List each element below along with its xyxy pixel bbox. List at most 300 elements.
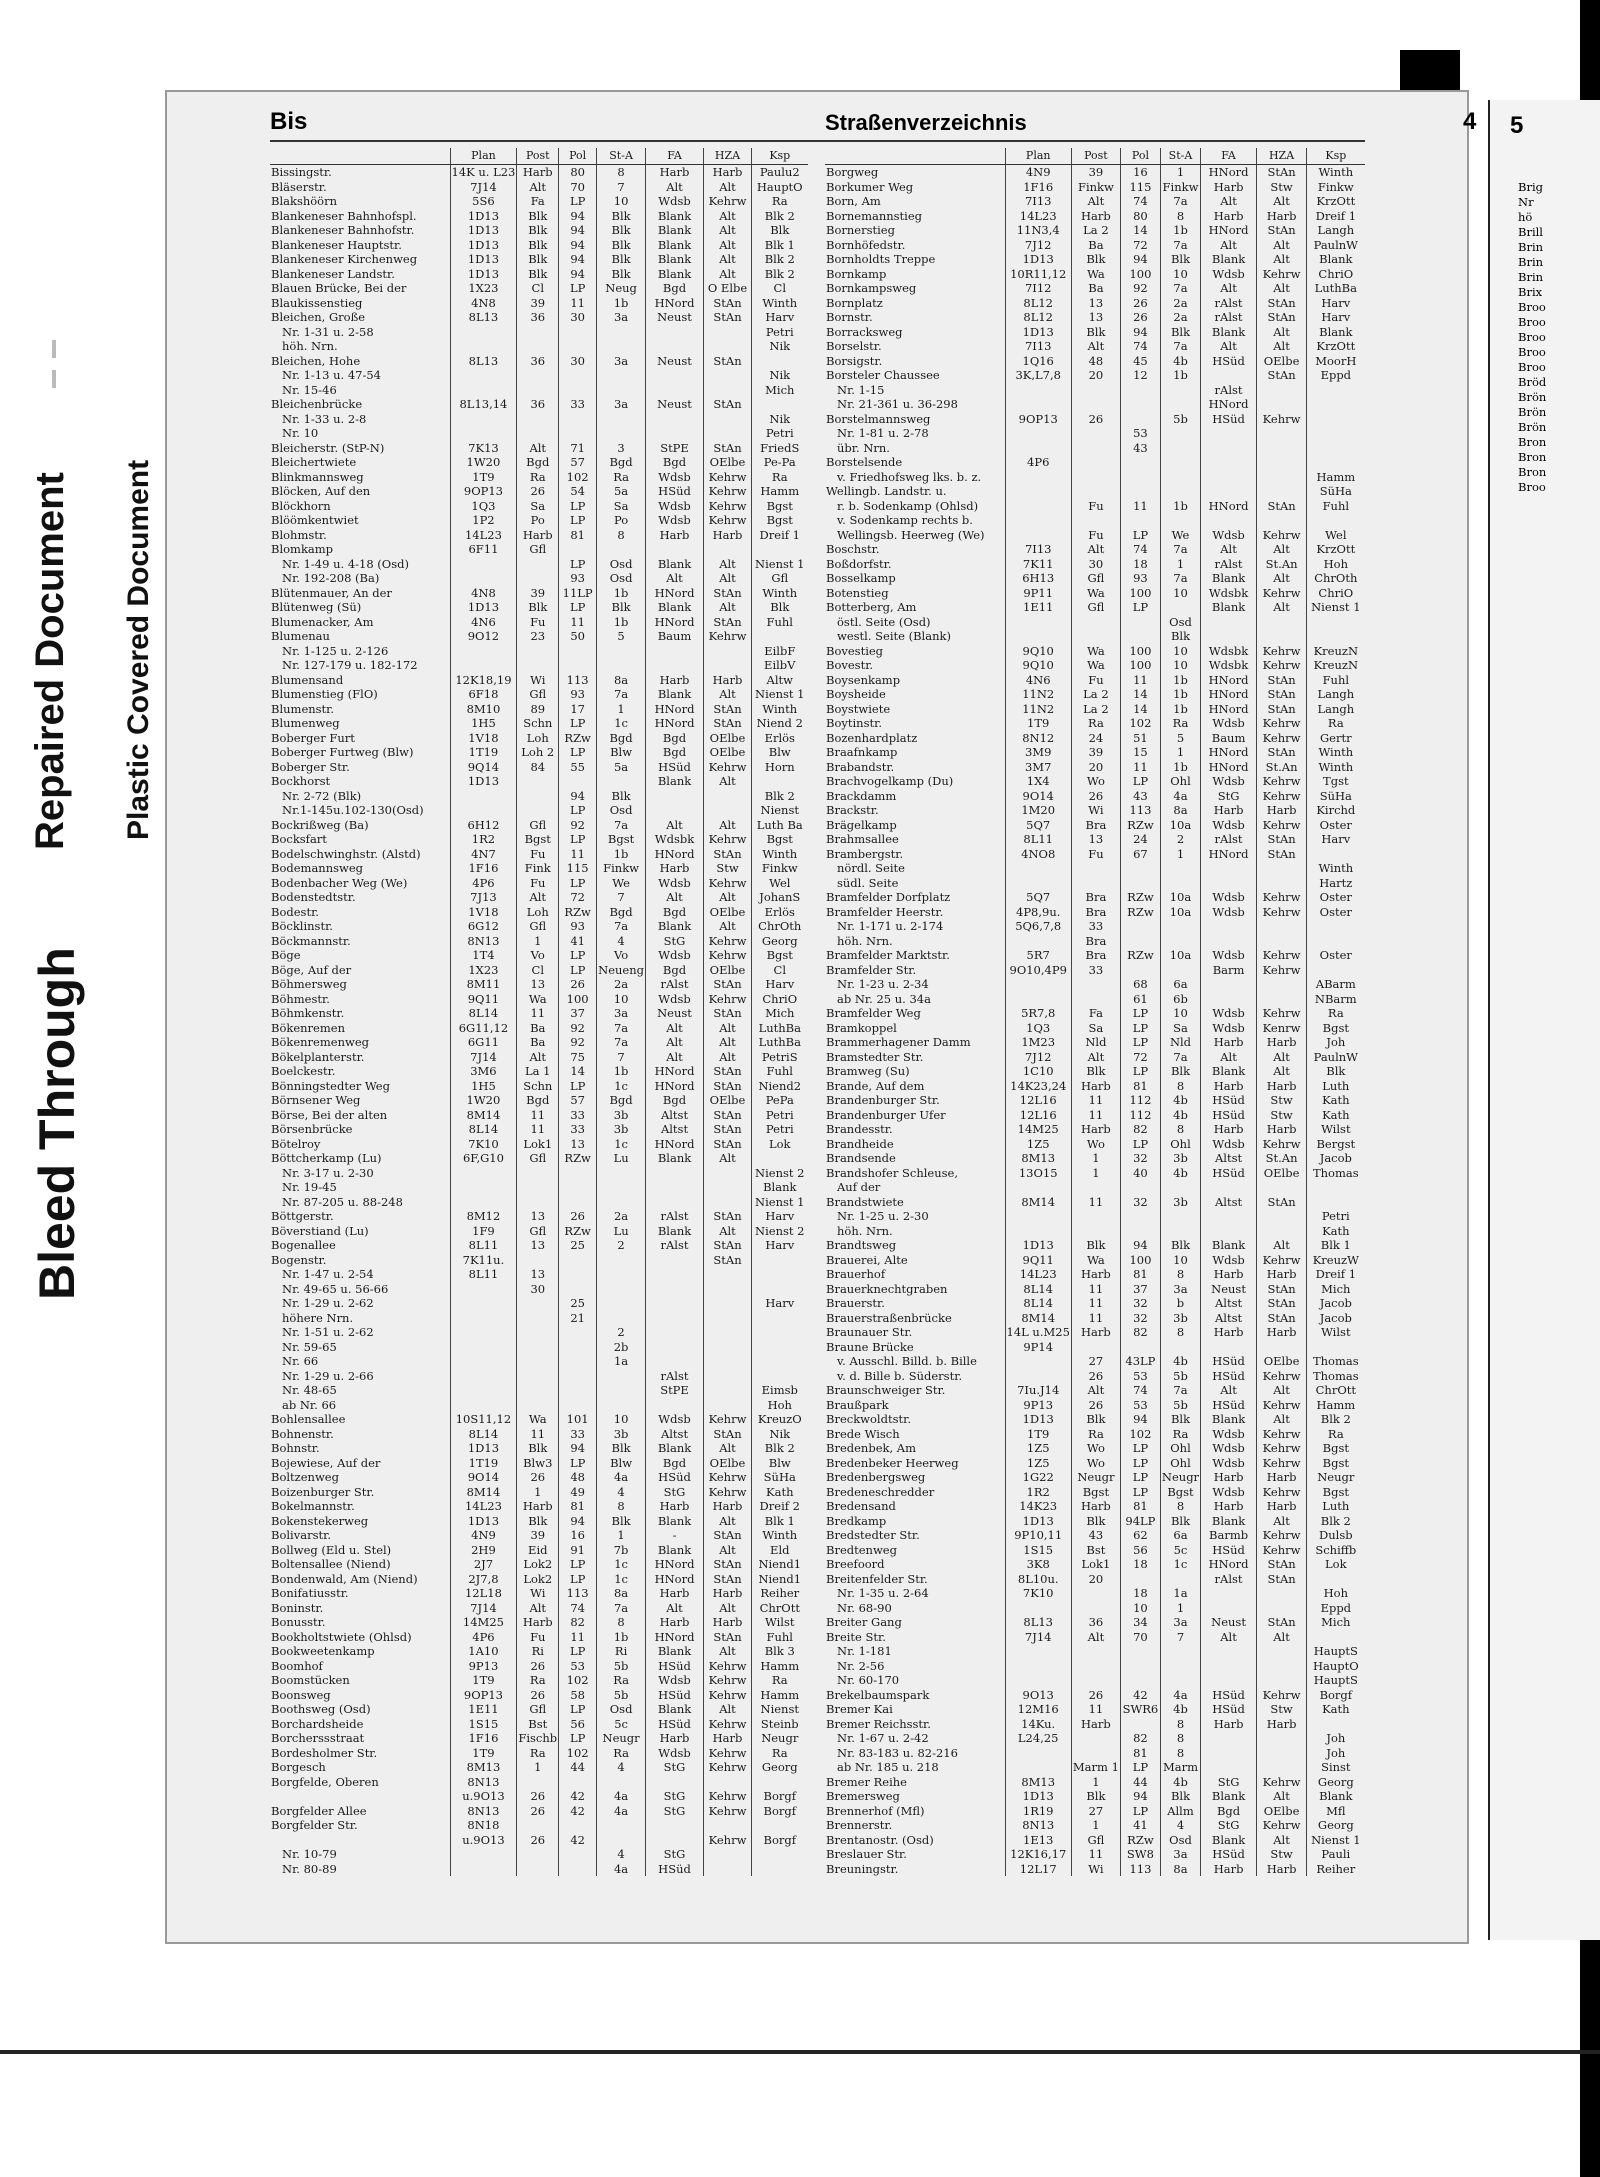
table-cell: 4a [1160,789,1200,804]
table-cell [1071,1746,1120,1761]
table-cell [704,1166,752,1181]
table-cell: Wa [1071,267,1120,282]
street-name: Bläserstr. [271,179,327,194]
table-cell: Nienst 1 [752,1195,808,1210]
table-cell: 5b [1160,1398,1200,1413]
table-cell: Harb [1071,209,1120,224]
table-cell: Wo [1071,1441,1120,1456]
table-cell [597,1180,646,1195]
header-range: Bis [270,108,308,135]
table-cell: LP [559,1644,597,1659]
table-cell: Wdsb [1201,1253,1257,1268]
table-row [825,1775,1365,1790]
table-cell: StG [646,1760,704,1775]
table-cell: EilbV [752,658,808,673]
table-cell: Alt [704,1543,752,1558]
table-cell: StAn [1257,1195,1307,1210]
table-cell [1307,1180,1365,1195]
street-name: Bojewiese, Auf der [271,1455,381,1470]
table-cell: 1 [1160,165,1200,180]
table-row [825,1630,1365,1645]
table-cell: 33 [559,1427,597,1442]
table-cell [517,325,559,340]
table-cell: 80 [1120,209,1160,224]
table-cell: StAn [1257,368,1307,383]
table-cell [1120,963,1160,978]
table-cell [752,774,808,789]
table-cell: 8L13 [450,354,517,369]
table-cell: MoorH [1307,354,1365,369]
table-cell [1120,1572,1160,1587]
table-cell: Georg [752,934,808,949]
table-cell: Alt [704,818,752,833]
table-cell: OElbe [704,455,752,470]
table-cell [559,542,597,557]
table-cell: 93 [559,687,597,702]
table-cell [597,1166,646,1181]
table-cell [1257,513,1307,528]
table-cell: StG [646,1485,704,1500]
table-cell: Wdsb [1201,905,1257,920]
table-cell: Bgd [517,1093,559,1108]
table-cell: Harb [1201,1862,1257,1877]
table-cell: Winth [752,847,808,862]
table-cell: LP [559,716,597,731]
table-cell: Harb [704,165,752,180]
table-cell: rAlst [1201,383,1257,398]
table-cell [704,542,752,557]
table-cell: Alt [704,1151,752,1166]
table-cell: rAlst [1201,832,1257,847]
table-cell [704,1862,752,1877]
table-row [270,760,808,775]
table-row [270,252,808,267]
table-row [825,194,1365,209]
table-cell: Harv [1307,296,1365,311]
table-cell [704,658,752,673]
table-cell: 70 [1120,1630,1160,1645]
table-cell: Harv [752,1209,808,1224]
table-cell: 112 [1120,1108,1160,1123]
table-cell: Harb [1257,209,1307,224]
table-cell: 21 [559,1311,597,1326]
table-cell [1120,470,1160,485]
table-cell: 8L12 [1005,296,1071,311]
table-cell: 9Q11 [1005,1253,1071,1268]
table-cell: StAn [704,1238,752,1253]
table-cell: 11 [559,1630,597,1645]
table-cell: 17 [559,702,597,717]
table-cell: 1D13 [1005,1412,1071,1427]
table-cell: Harb [1071,1122,1120,1137]
table-cell: 23 [517,629,559,644]
table-row [825,673,1365,688]
table-row [825,1485,1365,1500]
table-cell: Fu [1071,499,1120,514]
table-cell: Wdsbk [1201,658,1257,673]
table-cell [450,658,517,673]
table-cell: Bgd [1201,1804,1257,1819]
table-cell: Stw [1257,180,1307,195]
street-name: Bleichenbrücke [271,397,363,411]
table-cell: Cl [517,281,559,296]
table-row [825,397,1365,412]
table-cell [1307,615,1365,630]
table-cell: 12 [1120,368,1160,383]
table-cell [450,789,517,804]
table-cell: 26 [517,1470,559,1485]
table-cell: 7J12 [1005,238,1071,253]
table-cell: HSüd [646,760,704,775]
table-cell: Blk [597,238,646,253]
table-cell: 8 [1160,1499,1200,1514]
table-row [825,1862,1365,1877]
table-cell [597,1253,646,1268]
table-cell: Alt [1071,1050,1120,1065]
table-cell: 26 [1120,296,1160,311]
table-cell: Blk [1160,1789,1200,1804]
table-cell: Altst [1201,1195,1257,1210]
table-cell: Osd [597,571,646,586]
column-header: St-A [597,148,646,165]
table-cell: 1c [1160,1557,1200,1572]
table-cell: 36 [1071,1615,1120,1630]
table-cell: Harb [1071,1499,1120,1514]
table-cell: Blk 2 [1307,1412,1365,1427]
table-cell [517,412,559,427]
table-cell: Bra [1071,905,1120,920]
table-cell: u.9O13 [450,1833,517,1848]
table-cell [559,325,597,340]
table-cell: StAn [704,1528,752,1543]
table-row [270,1789,808,1804]
table-cell: 7 [1160,1630,1200,1645]
table-row [270,1006,808,1021]
street-name: Nr. 1-29 u. 2-66 [282,1368,374,1383]
table-cell: StAn [1257,673,1307,688]
table-cell: Blk [517,238,559,253]
table-cell: Ba [1071,281,1120,296]
table-cell: 68 [1120,977,1160,992]
table-cell: 1D13 [450,238,517,253]
table-cell: 92 [1120,281,1160,296]
table-row [825,745,1365,760]
table-cell: Vo [517,948,559,963]
table-cell: Fu [1071,528,1120,543]
table-cell [704,1354,752,1369]
table-cell: Ra [597,470,646,485]
table-cell [1071,615,1120,630]
table-cell: 8L13 [1005,1615,1071,1630]
street-name: Bönningstedter Weg [271,1078,390,1093]
table-cell: HSüd [1201,1543,1257,1558]
table-cell: 93 [559,571,597,586]
street-name: höh. Nrn. [837,1223,893,1238]
table-cell [1120,1224,1160,1239]
column-header: HZA [704,148,752,165]
table-cell: LP [559,1557,597,1572]
table-row [825,1760,1365,1775]
table-cell: 11 [517,1108,559,1123]
table-cell: Petri [752,325,808,340]
table-cell: Kehrw [704,948,752,963]
table-row [825,1325,1365,1340]
table-cell: 11LP [559,586,597,601]
table-row [270,383,808,398]
table-cell: Borgf [752,1789,808,1804]
table-cell: 112 [1120,1093,1160,1108]
table-cell: 5S6 [450,194,517,209]
table-cell: Luth Ba [752,818,808,833]
table-cell: ChriO [1307,267,1365,282]
table-cell: Alt [1201,194,1257,209]
table-cell: Kehrw [704,1717,752,1732]
table-cell: HauptS [1307,1644,1365,1659]
table-cell: Sa [1160,1021,1200,1036]
table-cell [450,426,517,441]
table-cell: Jacob [1307,1151,1365,1166]
street-name: Nr. 60-170 [837,1673,900,1687]
table-cell [1005,484,1071,499]
table-cell: 8M14 [450,1485,517,1500]
table-cell: ChrOth [752,919,808,934]
table-cell: 8 [597,528,646,543]
table-cell [1005,1180,1071,1195]
table-cell: 3a [597,354,646,369]
table-row [270,1470,808,1485]
table-cell: 44 [559,1760,597,1775]
table-row [270,1833,808,1848]
table-cell: Harb [704,1499,752,1514]
table-cell: Blank [646,223,704,238]
table-cell: 1 [597,1528,646,1543]
table-cell [597,426,646,441]
table-cell: Blk [517,209,559,224]
table-cell: Gfl [517,542,559,557]
table-cell: Harv [752,310,808,325]
table-row [270,281,808,296]
table-row [825,1050,1365,1065]
table-cell: Altst [1201,1311,1257,1326]
table-row [825,1267,1365,1282]
table-cell: StAn [1257,847,1307,862]
table-cell [1005,1601,1071,1616]
table-cell: Gfl [1071,600,1120,615]
table-cell: Kehrw [1257,818,1307,833]
table-cell: Gfl [1071,571,1120,586]
street-name: Bondenwald, Am (Niend) [271,1571,418,1586]
table-cell [517,1180,559,1195]
table-row [825,412,1365,427]
table-cell: Blank [1307,1789,1365,1804]
street-name: Nr. 1-171 u. 2-174 [837,919,944,933]
table-cell: LP [1120,774,1160,789]
table-cell: 100 [1120,658,1160,673]
table-cell: 8N13 [450,934,517,949]
table-cell: Blw [597,1456,646,1471]
table-row [270,774,808,789]
table-cell: HNord [1201,165,1257,180]
table-row [825,1528,1365,1543]
table-cell [1257,1209,1307,1224]
table-cell: Lok2 [517,1557,559,1572]
table-cell: 39 [1071,745,1120,760]
table-cell: 30 [1071,557,1120,572]
table-cell: 53 [1120,1398,1160,1413]
table-cell [752,1267,808,1282]
table-cell: 9O14 [1005,789,1071,804]
table-row [270,484,808,499]
table-cell: Harb [1201,1470,1257,1485]
table-cell [704,1282,752,1297]
table-cell [646,1267,704,1282]
table-cell: Ohl [1160,1441,1200,1456]
table-cell: 1b [1160,223,1200,238]
street-name: Bodestr. [271,904,319,919]
table-cell: Alt [646,1021,704,1036]
table-row [270,1746,808,1761]
table-cell: LP [1120,528,1160,543]
table-cell: 13 [517,977,559,992]
table-cell: 3a [1160,1847,1200,1862]
table-cell: Blank [646,687,704,702]
table-cell: Alt [704,600,752,615]
table-cell: StAn [704,1572,752,1587]
table-cell: LP [1120,1441,1160,1456]
table-cell: Harb [1201,209,1257,224]
table-cell: 45 [1120,354,1160,369]
table-cell: PetriS [752,1050,808,1065]
table-cell: Blank [646,252,704,267]
table-cell: Wi [517,1586,559,1601]
table-cell: EilbF [752,644,808,659]
table-cell [752,1282,808,1297]
table-cell [752,1775,808,1790]
table-cell: Allm [1160,1804,1200,1819]
table-cell: 8M10 [450,702,517,717]
table-cell: 1D13 [450,209,517,224]
table-cell: Osd [1160,615,1200,630]
table-cell: 1F9 [450,1224,517,1239]
table-cell: LP [559,600,597,615]
table-cell: Alt [646,1035,704,1050]
table-cell: StAn [704,1630,752,1645]
table-cell [752,1862,808,1877]
table-cell [517,1398,559,1413]
street-name: Brentanostr. (Osd) [826,1832,934,1847]
table-cell [752,1340,808,1355]
table-cell: Blk [1160,629,1200,644]
street-name: Borkumer Weg [826,179,914,194]
table-cell: Joh [1307,1746,1365,1761]
table-cell: KreuzN [1307,658,1365,673]
table-cell [517,1325,559,1340]
table-cell: 11 [1071,1282,1120,1297]
table-cell: 67 [1120,847,1160,862]
street-name: Brabandstr. [826,759,895,774]
table-row [825,1180,1365,1195]
street-name: Boberger Str. [271,759,350,774]
table-row [825,803,1365,818]
table-cell: 6F,G10 [450,1151,517,1166]
table-cell: Neust [646,397,704,412]
table-cell: HNord [1201,223,1257,238]
table-cell: 3a [1160,1615,1200,1630]
table-cell: 93 [1120,571,1160,586]
street-name: Born, Am [826,194,881,208]
table-row [270,992,808,1007]
next-page-fragment: Broo [1518,345,1546,359]
table-cell: 7a [1160,339,1200,354]
table-cell [1005,861,1071,876]
table-cell: 1T19 [450,745,517,760]
street-name: Botenstieg [826,585,889,600]
table-cell: 8 [1160,1122,1200,1137]
table-cell: Oster [1307,890,1365,905]
table-cell: Blk 2 [752,789,808,804]
table-cell: Ri [517,1644,559,1659]
table-cell: Marm 1 [1072,1760,1119,1774]
table-cell: 89 [517,702,559,717]
table-cell: RZw [1120,890,1160,905]
table-cell [704,383,752,398]
table-cell [1257,441,1307,456]
table-cell: Wdsb [646,1746,704,1761]
table-cell: Lok [752,1137,808,1152]
table-row [270,557,808,572]
table-cell: Bgst [1160,1485,1200,1500]
table-row [825,919,1365,934]
table-cell [1005,1659,1071,1674]
table-cell: Alt [1257,1238,1307,1253]
table-row [825,1731,1365,1746]
table-row [270,1804,808,1819]
table-row [270,586,808,601]
table-cell: Alt [517,180,559,195]
table-cell: Blank [646,238,704,253]
table-cell: LP [559,963,597,978]
table-cell: 43 [1071,1528,1120,1543]
table-cell: 3M7 [1005,760,1071,775]
table-cell: 9O13 [1005,1688,1071,1703]
table-cell: 4b [1160,1166,1200,1181]
table-cell: Alt [1257,1789,1307,1804]
table-row [825,1108,1365,1123]
street-name: Bremersweg [826,1789,900,1803]
table-cell: 113 [1120,1862,1160,1877]
table-cell: Neust [1201,1282,1257,1297]
street-name: Nr. 1-29 u. 2-62 [282,1296,374,1310]
street-name: Bokenstekerweg [271,1513,369,1528]
street-name: Bredensand [826,1499,896,1513]
table-row [270,644,808,659]
table-cell: StAn [704,1253,752,1268]
table-cell [559,1775,597,1790]
table-cell: Bgst [1307,1456,1365,1471]
table-cell [1120,629,1160,644]
table-cell: 18 [1120,557,1160,572]
table-cell: Alt [1257,194,1307,209]
table-cell: 14K23,24 [1005,1079,1071,1094]
table-cell: 6G12 [450,919,517,934]
table-cell: 10 [1160,267,1200,282]
table-cell: 30 [517,1282,559,1297]
table-cell: Gfl [517,1702,559,1717]
table-cell: 1F16 [450,1731,517,1746]
column-header [270,148,450,165]
table-cell: 100 [1120,267,1160,282]
street-name: Brandenburger Ufer [826,1107,946,1122]
